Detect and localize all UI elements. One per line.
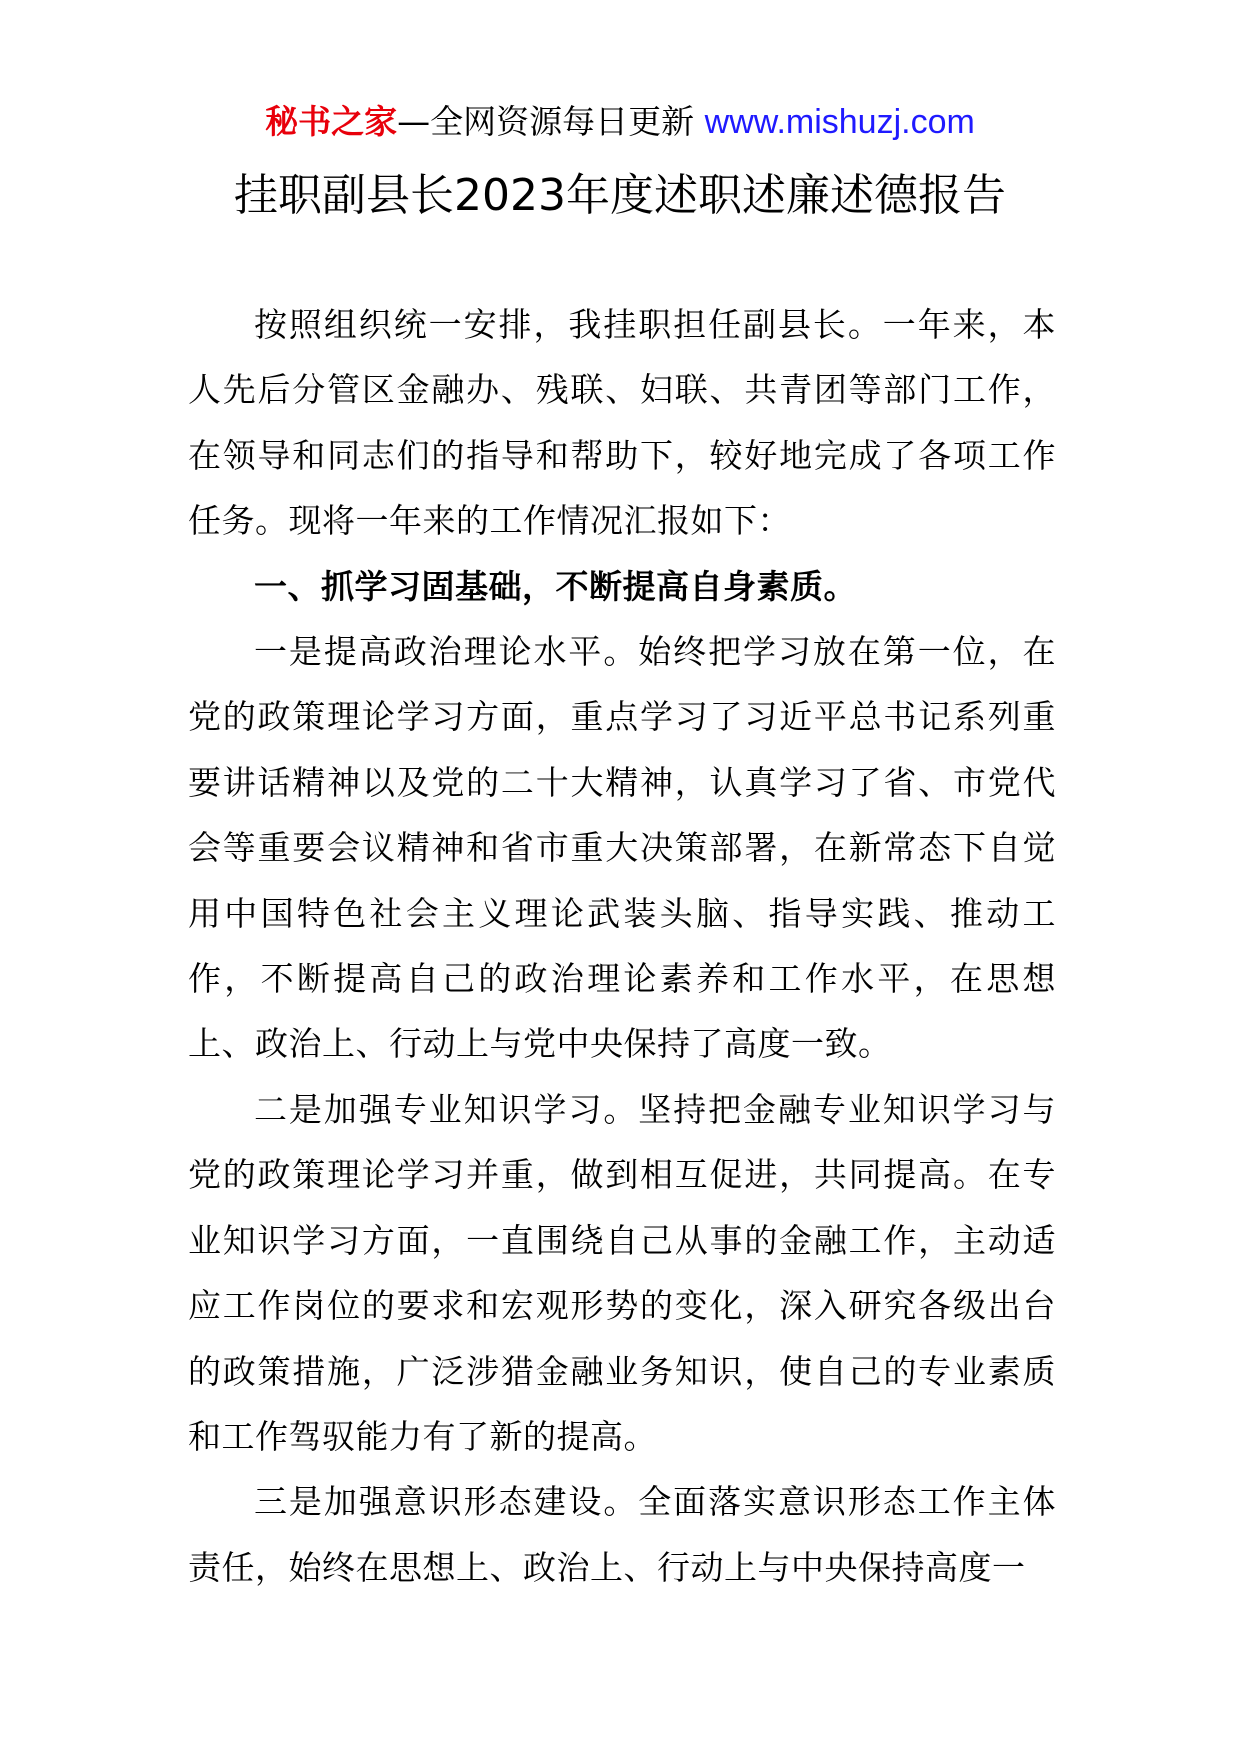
header-tagline: —全网资源每日更新	[397, 102, 705, 141]
paragraph-political-theory: 一是提高政治理论水平。始终把学习放在第一位，在党的政策理论学习方面，重点学习了习近平总书记系列重要讲话精神以及党的二十大精神，认真学习了省、市党代会等重要会议精神和省市重大决策部署，在新常态下自觉用中国特色社会主义理论武装头脑、指导实践、推动工作，不断提高自己的政治理论素养和工作水平，在思想上、政治上、行动上与党中央保持了高度一致。	[188, 632, 1056, 1064]
document-title: 挂职副县长2023年度述职述廉述德报告	[234, 170, 1006, 221]
intro-paragraph: 按照组织统一安排，我挂职担任副县长。一年来，本人先后分管区金融办、残联、妇联、共青团等部门工作，在领导和同志们的指导和帮助下，较好地完成了各项工作任务。现将一年来的工作情况汇报如下：	[188, 305, 1056, 541]
section-heading-1: 一、抓学习固基础，不断提高自身素质。	[254, 566, 857, 606]
paragraph-ideology: 三是加强意识形态建设。全面落实意识形态工作主体责任，始终在思想上、政治上、行动上与中央保持高度一	[188, 1482, 1056, 1587]
brand-name: 秘书之家	[265, 102, 398, 141]
paragraph-professional-knowledge: 二是加强专业知识学习。坚持把金融专业知识学习与党的政策理论学习并重，做到相互促进，共同提高。在专业知识学习方面，一直围绕自己从事的金融工作，主动适应工作岗位的要求和宏观形势的变化，深入研究各级出台的政策措施，广泛涉猎金融业务知识，使自己的专业素质和工作驾驭能力有了新的提高。	[188, 1089, 1056, 1456]
site-url-link[interactable]: www.mishuzj.com	[704, 103, 975, 141]
site-header	[0, 100, 1240, 144]
document-body	[188, 292, 1056, 1600]
